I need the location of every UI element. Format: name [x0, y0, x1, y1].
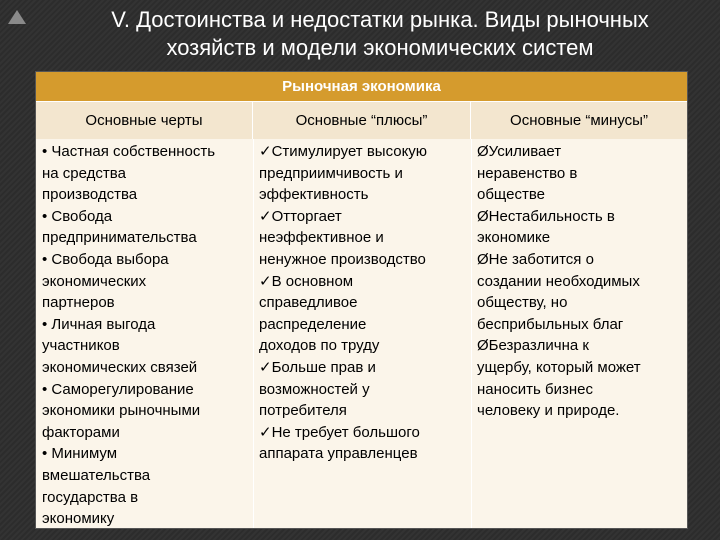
column-header-features: Основные черты [36, 101, 253, 139]
pros-cell [253, 141, 471, 465]
cell-line: ✓Стимулирует высокую [259, 143, 428, 160]
cell-line: ущербу, который может [477, 358, 641, 376]
cell-line: предпринимательства [42, 229, 197, 247]
cell-line: • Минимум [42, 445, 118, 463]
cell-line: участников [42, 337, 120, 355]
cell-line: наносить бизнес [477, 380, 593, 398]
cell-line: ØНе заботится о [477, 250, 594, 268]
cell-line: на средства [42, 164, 126, 182]
cell-line: • Саморегулирование [42, 380, 194, 398]
cell-line: вмешательства [42, 466, 151, 484]
cell-line: экономических связей [42, 358, 198, 376]
cell-line: неравенство в [477, 164, 578, 182]
comparison-table [35, 71, 688, 529]
features-cell [36, 141, 253, 530]
cell-line: ненужное производство [259, 250, 426, 268]
cell-line: экономике [477, 229, 551, 247]
cell-line: неэффективное и [259, 229, 384, 247]
cell-line: ✓Больше прав и [259, 358, 376, 376]
cell-line: предприимчивость и [259, 164, 403, 182]
cell-line: экономических [42, 272, 147, 290]
cell-line: экономику [42, 510, 115, 528]
slide-title [40, 6, 720, 62]
cell-line: ØБезразлична к [477, 337, 589, 355]
cell-line: потребителя [259, 402, 347, 420]
cell-line: факторами [42, 423, 120, 441]
cell-line: партнеров [42, 294, 115, 312]
cell-line: ✓В основном [259, 272, 354, 290]
cell-line: эффективность [259, 186, 369, 204]
cell-line: справедливое [259, 294, 358, 312]
cell-line: ✓Отторгает [259, 207, 342, 225]
column-header-pros: Основные “плюсы” [253, 101, 471, 139]
cell-line: бесприбыльных благ [477, 315, 624, 333]
cell-line: ØУсиливает [477, 143, 562, 160]
cell-line: аппарата управленцев [259, 445, 418, 463]
cell-line: распределение [259, 315, 367, 333]
cell-line: • Частная собственность [42, 143, 216, 160]
cell-line: обществе [477, 186, 545, 204]
table-header: Рыночная экономика [36, 72, 687, 101]
cell-line: государства в [42, 488, 139, 506]
cell-line: экономики рыночными [42, 402, 201, 420]
cell-line: • Свобода выбора [42, 250, 169, 268]
cell-line: • Личная выгода [42, 315, 156, 333]
cell-line: обществу, но [477, 294, 568, 312]
cons-cell [471, 141, 687, 422]
cell-line: производства [42, 186, 138, 204]
column-header-cons: Основные “минусы” [471, 101, 687, 139]
title-line-2: хозяйств и модели экономических систем [166, 35, 594, 60]
cell-line: • Свобода [42, 207, 113, 225]
title-line-1: V. Достоинства и недостатки рынка. Виды рыночных [111, 7, 649, 32]
cell-line: доходов по труду [259, 337, 380, 355]
cell-line: создании необходимых [477, 272, 640, 290]
cell-line: человеку и природе. [477, 402, 620, 420]
cell-line: ØНестабильность в [477, 207, 615, 225]
triangle-icon [8, 10, 26, 24]
cell-line: ✓Не требует большого [259, 423, 420, 441]
cell-line: возможностей у [259, 380, 370, 398]
